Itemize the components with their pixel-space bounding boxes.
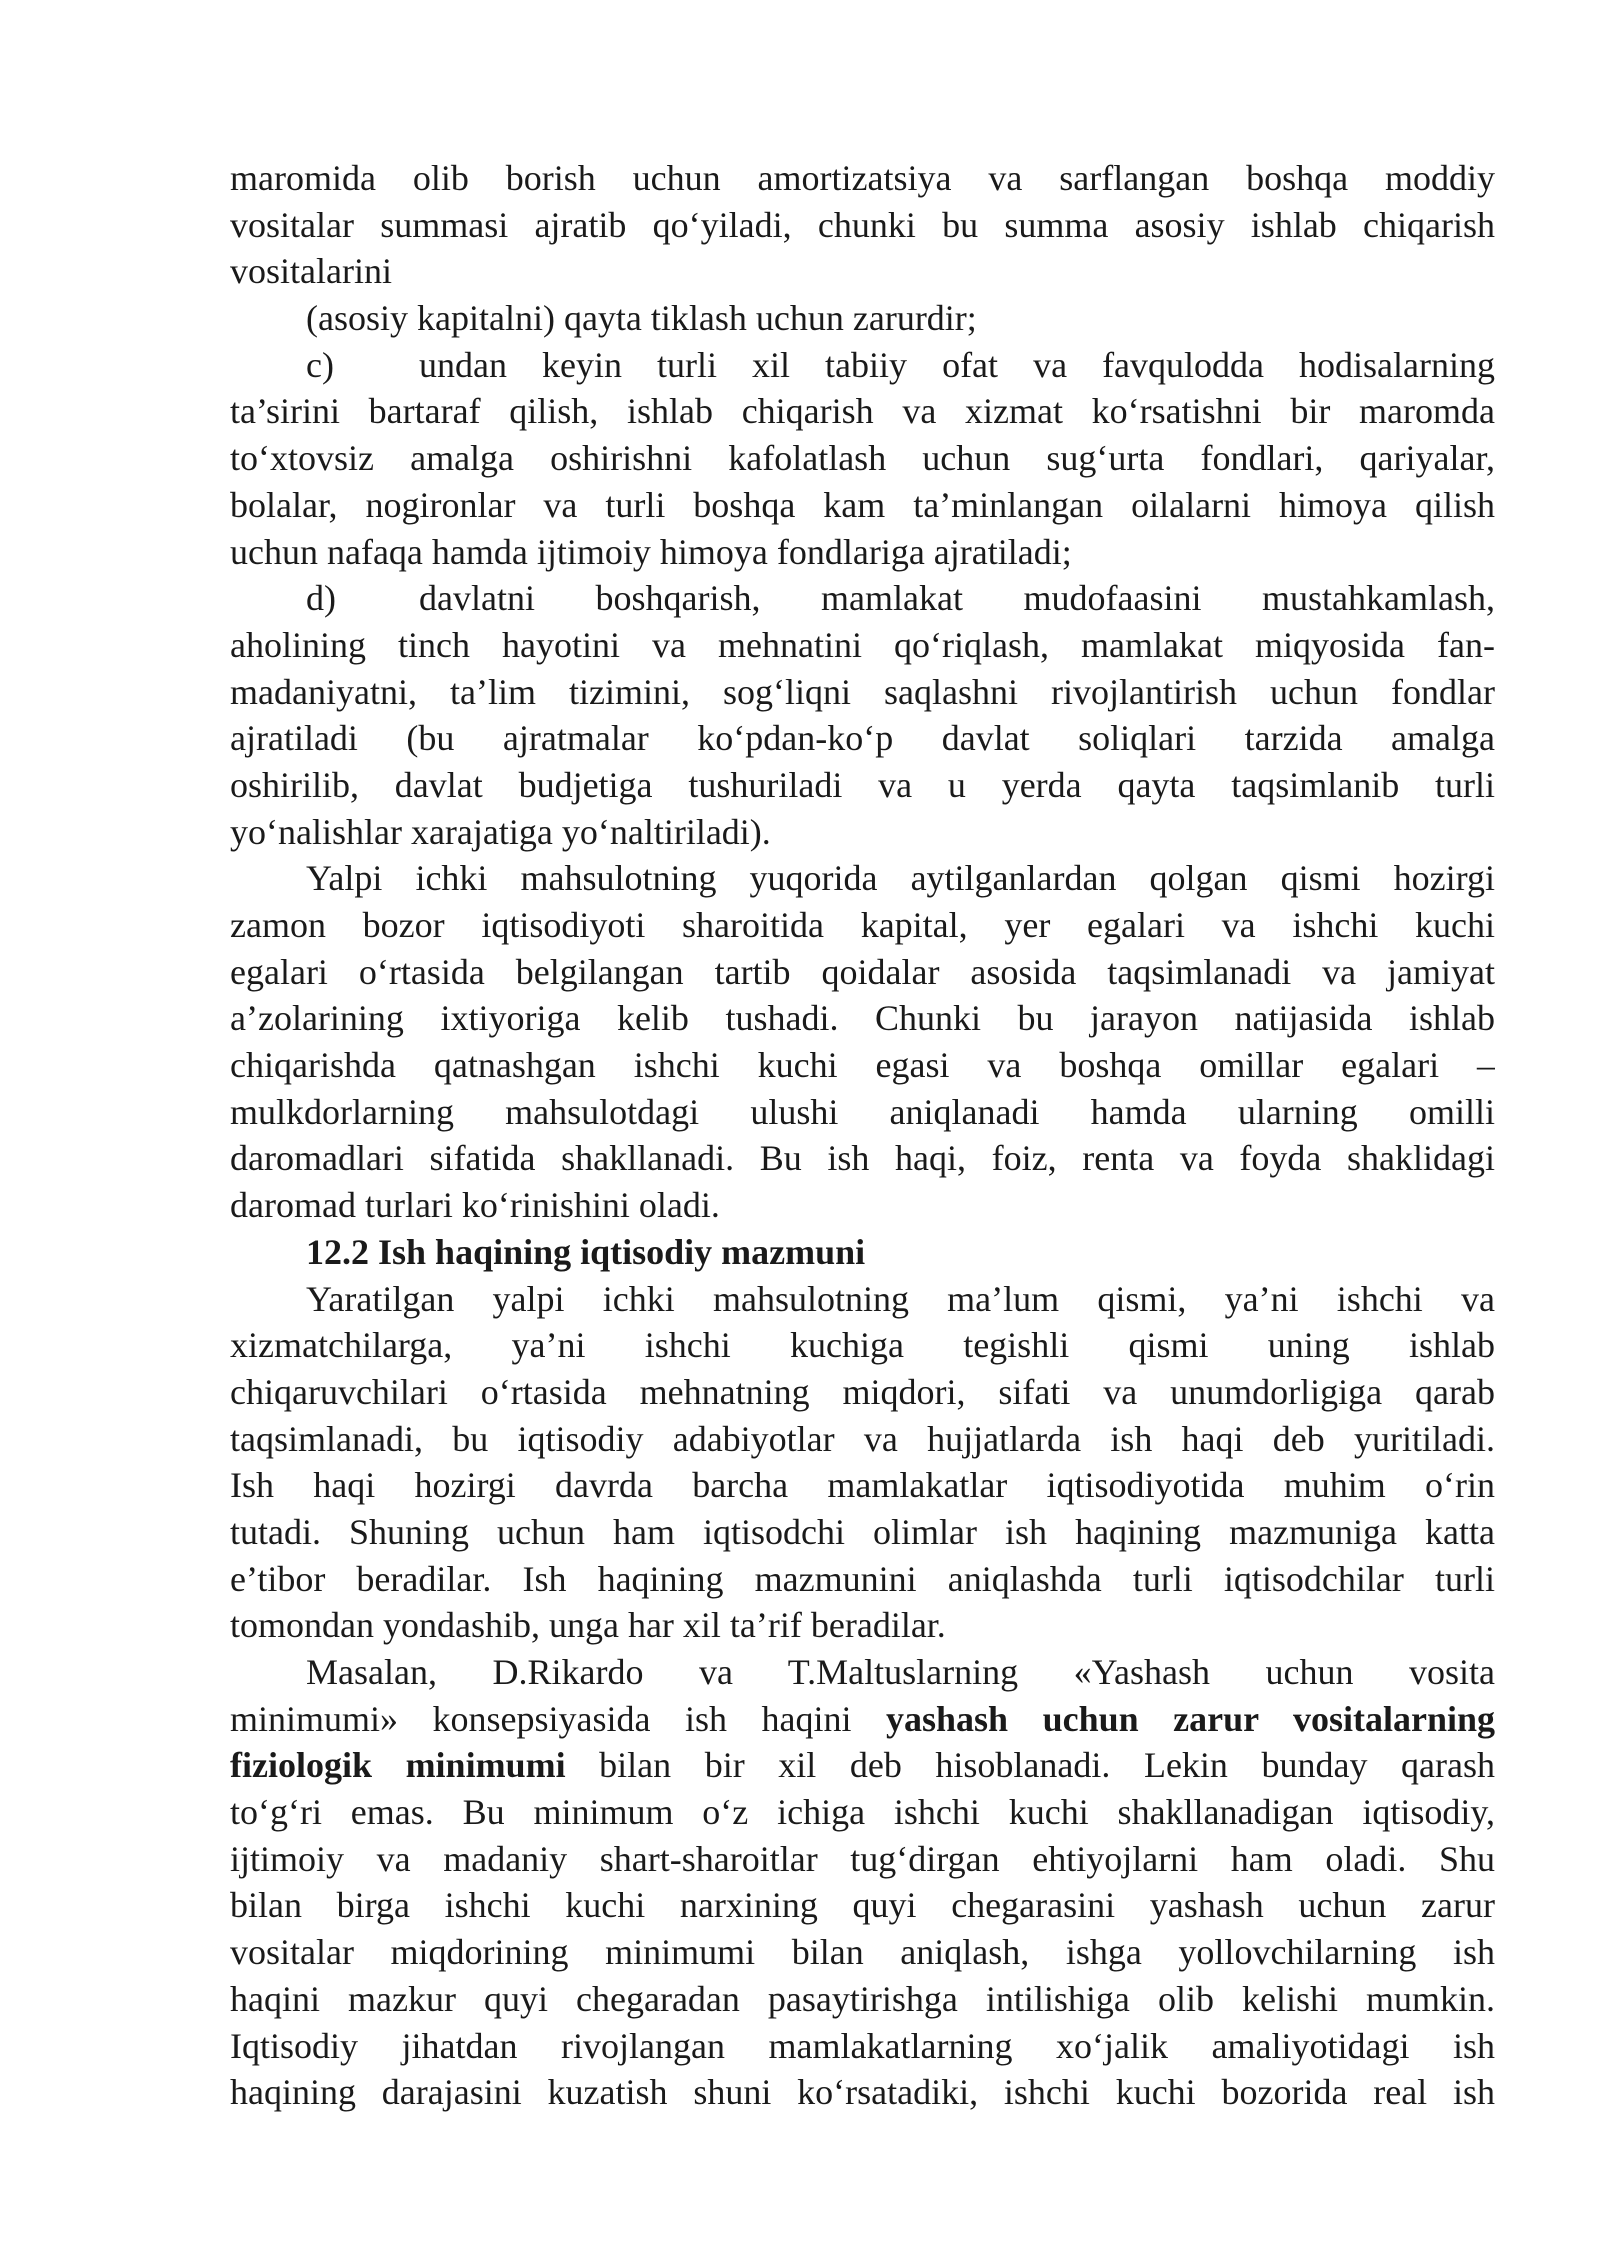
text-line: a’zolarining ixtiyoriga kelib tushadi. Chunki bu jarayon natijasida ishlab (230, 998, 1495, 1039)
text-line: Masalan, D.Rikardo va T.Maltuslarning «Yashash uchun vosita (306, 1652, 1495, 1692)
text-line: Yalpi ichki mahsulotning yuqorida aytilganlardan qolgan qismi hozirgi (306, 858, 1495, 899)
text-line: madaniyatni, ta’lim tizimini, sog‘liqni saqlashni rivojlantirish uchun fondlar (230, 671, 1495, 712)
list-item-c (230, 342, 1495, 389)
text-line: vositalarini (230, 251, 392, 292)
text-line: to‘g‘ri emas. Bu minimum o‘z ichiga ishchi kuchi shakllanadigan iqtisodiy, (230, 1792, 1495, 1833)
text-line: (asosiy kapitalni) qayta tiklash uchun zarurdir; (306, 298, 977, 339)
list-item-d-text: davlatni boshqarish, mamlakat mudofaasini mustahkamlash, (419, 578, 1495, 619)
text-line: zamon bozor iqtisodiyoti sharoitida kapital, yer egalari va ishchi kuchi (230, 905, 1495, 945)
section-heading: 12.2 Ish haqining iqtisodiy mazmuni (306, 1231, 866, 1272)
text-run: minimumi» konsepsiyasida ish haqini (230, 1698, 852, 1739)
text-line: Ish haqi hozirgi davrda barcha mamlakatlar iqtisodiyotida muhim o‘rin (230, 1465, 1495, 1506)
text-line: oshirilib, davlat budjetiga tushuriladi va u yerda qayta taqsimlanib turli (230, 764, 1495, 805)
document-page (230, 155, 1495, 2116)
text-line: daromadlari sifatida shakllanadi. Bu ish haqi, foiz, renta va foyda shaklidagi (230, 1138, 1495, 1179)
text-run: bilan bir xil deb hisoblanadi. Lekin bunday qarash (599, 1745, 1495, 1786)
text-line: xizmatchilarga, ya’ni ishchi kuchiga tegishli qismi uning ishlab (230, 1325, 1495, 1366)
text-line: Yaratilgan yalpi ichki mahsulotning ma’lum qismi, ya’ni ishchi va (306, 1278, 1495, 1319)
text-line: taqsimlanadi, bu iqtisodiy adabiyotlar va hujjatlarda ish haqi deb yuritiladi. (230, 1418, 1495, 1459)
text-line: chiqarishda qatnashgan ishchi kuchi egasi va boshqa omillar egalari – (230, 1045, 1495, 1086)
text-line: maromida olib borish uchun amortizatsiya va sarflangan boshqa moddiy (230, 158, 1495, 198)
text-line: ajratiladi (bu ajratmalar ko‘pdan-ko‘p davlat soliqlari tarzida amalga (230, 718, 1495, 759)
text-line: e’tibor beradilar. Ish haqining mazmunini aniqlashda turli iqtisodchilar turli (230, 1558, 1495, 1599)
text-line: ta’sirini bartaraf qilish, ishlab chiqarish va xizmat ko‘rsatishni bir maromda (230, 391, 1495, 432)
text-line: bolalar, nogironlar va turli boshqa kam ta’minlangan oilalarni himoya qilish (230, 484, 1495, 525)
text-line: uchun nafaqa hamda ijtimoiy himoya fondlariga ajratiladi; (230, 531, 1072, 572)
text-line: haqining darajasini kuzatish shuni ko‘rsatadiki, ishchi kuchi bozorida real ish (230, 2072, 1495, 2113)
text-line: daromad turlari ko‘rinishini oladi. (230, 1185, 720, 1226)
text-line (230, 1696, 1495, 1743)
text-line: vositalar summasi ajratib qo‘yiladi, chunki bu summa asosiy ishlab chiqarish (230, 204, 1495, 245)
text-line (230, 1742, 1495, 1789)
text-line: Iqtisodiy jihatdan rivojlangan mamlakatlarning xo‘jalik amaliyotidagi ish (230, 2025, 1495, 2066)
text-line: aholining tinch hayotini va mehnatini qo‘riqlash, mamlakat miqyosida fan- (230, 624, 1495, 665)
text-line: egalari o‘rtasida belgilangan tartib qoidalar asosida taqsimlanadi va jamiyat (230, 951, 1495, 992)
text-line: tutadi. Shuning uchun ham iqtisodchi olimlar ish haqining mazmuniga katta (230, 1511, 1495, 1552)
text-line: chiqaruvchilari o‘rtasida mehnatning miqdori, sifati va unumdorligiga qarab (230, 1371, 1495, 1412)
list-item-d (230, 575, 1495, 622)
text-line: to‘xtovsiz amalga oshirishni kafolatlash uchun sug‘urta fondlari, qariyalar, (230, 438, 1495, 479)
bold-term: fiziologik minimumi (230, 1745, 566, 1786)
bold-term: yashash uchun zarur vositalarning (886, 1698, 1495, 1739)
list-label-d: d) (306, 578, 336, 619)
text-line: yo‘nalishlar xarajatiga yo‘naltiriladi). (230, 811, 771, 852)
text-line: ijtimoiy va madaniy shart-sharoitlar tug‘dirgan ehtiyojlarni ham oladi. Shu (230, 1838, 1495, 1879)
text-line: vositalar miqdorining minimumi bilan aniqlash, ishga yollovchilarning ish (230, 1932, 1495, 1973)
text-line: bilan birga ishchi kuchi narxining quyi chegarasini yashash uchun zarur (230, 1885, 1495, 1926)
list-item-c-text: undan keyin turli xil tabiiy ofat va favqulodda hodisalarning (419, 344, 1495, 385)
text-line: tomondan yondashib, unga har xil ta’rif beradilar. (230, 1605, 946, 1646)
text-line: mulkdorlarning mahsulotdagi ulushi aniqlanadi hamda ularning omilli (230, 1091, 1495, 1132)
list-label-c: c) (306, 344, 334, 385)
text-line: haqini mazkur quyi chegaradan pasaytirishga intilishiga olib kelishi mumkin. (230, 1978, 1495, 2019)
